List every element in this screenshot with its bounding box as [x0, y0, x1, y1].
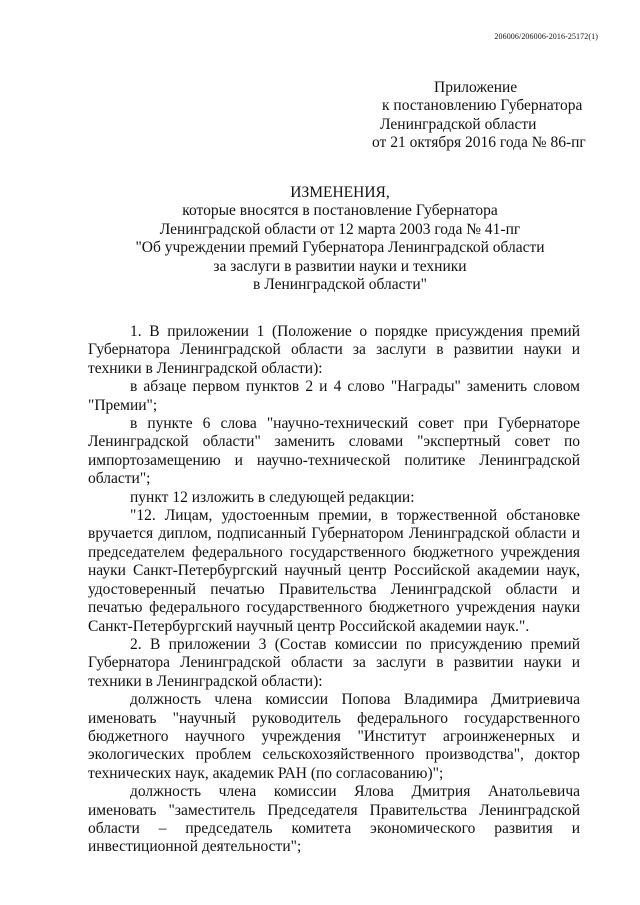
annex-block: [372, 79, 612, 153]
paragraph-4: пункт 12 изложить в следующей редакции:: [130, 488, 415, 506]
annex-line-4: от 21 октября 2016 года № 86-пг: [372, 134, 586, 152]
heading-line-4: за заслуги в развитии науки и техники: [213, 257, 467, 275]
heading-title: ИЗМЕНЕНИЯ,: [290, 184, 390, 201]
document-heading: [90, 184, 590, 294]
paragraph-8: должность члена комиссии Ялова Дмитрия Анатольевича именовать "заместитель Председателя Правительства Ленинградской области – председатель комитета экономического развития и инвестиционной деятельности";: [88, 783, 580, 856]
annex-line-3: Ленинградской области: [380, 115, 537, 133]
heading-line-3: "Об учреждении премий Губернатора Ленинградской области: [135, 239, 545, 257]
heading-line-2: Ленинградской области от 12 марта 2003 года № 41-пг: [159, 220, 521, 238]
annex-title: Приложение: [434, 79, 518, 96]
paragraph-5: "12. Лицам, удостоенным премии, в торжественной обстановке вручается диплом, подписанный Губернатором Ленинградской области и председателем федерального государственного бюджетного учреждения науки Санкт-Петербургский научный центр Российской академии наук, удостоверенный печатью Правительства Ленинградской области и печатью федерального государственного бюджетного учреждения науки Санкт-Петербургский научный центр Российской академии наук.".: [88, 507, 580, 635]
paragraph-6: 2. В приложении 3 (Состав комиссии по присуждению премий Губернатора Ленинградской области за заслуги в развитии науки и техники в Ленинградской области):: [88, 635, 580, 690]
paragraph-3: в пункте 6 слова "научно-технический совет при Губернаторе Ленинградской области" заменить словами "экспертный совет по импортозамещению и научно-технической политике Ленинградской области";: [88, 415, 580, 488]
heading-line-5: в Ленинградской области": [253, 276, 427, 294]
heading-line-1: которые вносятся в постановление Губернатора: [182, 202, 498, 220]
document-id: 206006/206006-2016-25172(1): [494, 32, 598, 41]
paragraph-1: 1. В приложении 1 (Положение о порядке присуждения премий Губернатора Ленинградской области за заслуги в развитии науки и техники в Ленинградской области):: [88, 323, 580, 377]
annex-line-2: к постановлению Губернатора: [382, 97, 583, 115]
paragraph-2: в абзаце первом пунктов 2 и 4 слово "Награды" заменить словом "Премии";: [88, 378, 580, 414]
document-body: [88, 323, 580, 857]
paragraph-7: должность члена комиссии Попова Владимира Дмитриевича именовать "научный руководитель федерального государственного бюджетного научного учреждения "Институт агроинженерных и экологических проблем сельскохозяйственного производства", доктор технических наук, академик РАН (по согласованию)";: [88, 691, 580, 782]
